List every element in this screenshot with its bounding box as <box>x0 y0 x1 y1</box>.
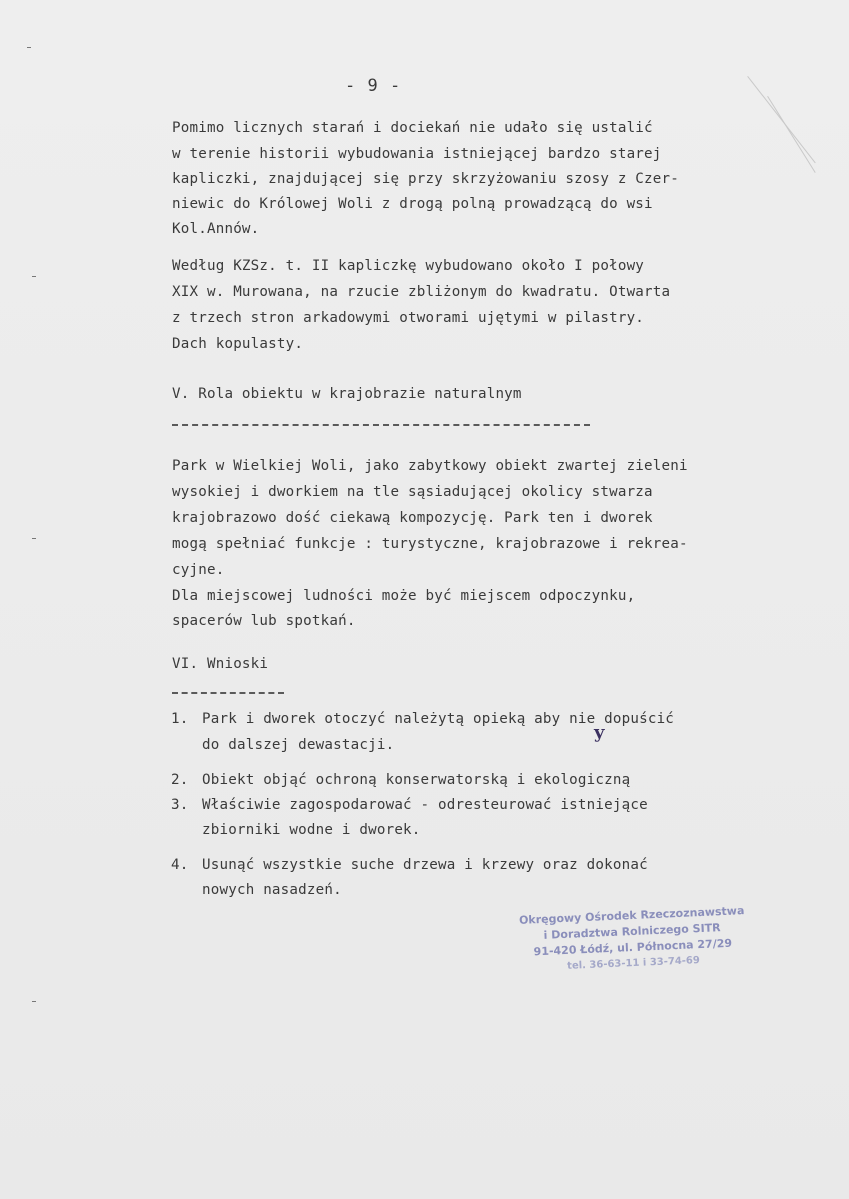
section-5-heading: V. Rola obiektu w krajobrazie naturalnym <box>172 386 522 402</box>
list-item-text: Park i dworek otoczyć należytą opieką aby nie dopuścić <box>202 711 675 727</box>
list-item-number: 2. <box>171 772 189 788</box>
section-5-line: Dla miejscowej ludności może być miejscem odpoczynku, <box>172 588 636 604</box>
list-item-text: do dalszej dewastacji. <box>202 737 395 753</box>
kzsz-line: XIX w. Murowana, na rzucie zbliżonym do kwadratu. Otwarta <box>172 284 671 300</box>
intro-line: niewic do Królowej Woli z drogą polną prowadzącą do wsi <box>172 196 653 212</box>
stamp-line: tel. 36-63-11 i 33-74-69 <box>566 955 701 972</box>
list-item-text: Obiekt objąć ochroną konserwatorską i ekologiczną <box>202 772 631 788</box>
section-5-line: cyjne. <box>172 562 225 578</box>
margin-mark <box>27 47 31 48</box>
list-item-text: Właściwie zagospodarować - odresteurować istniejące <box>202 797 648 813</box>
list-item-number: 3. <box>171 797 189 813</box>
handwritten-mark: y <box>594 722 605 743</box>
list-item-text: nowych nasadzeń. <box>202 882 342 898</box>
section-5-line: mogą spełniać funkcje : turystyczne, krajobrazowe i rekrea- <box>172 536 688 552</box>
intro-line: kapliczki, znajdującej się przy skrzyżowaniu szosy z Czer- <box>172 171 680 187</box>
stamp-line: 91-420 Łódź, ul. Północna 27/29 <box>533 936 733 959</box>
list-item-number: 4. <box>171 857 189 873</box>
institution-stamp <box>519 903 747 977</box>
section-6-heading: VI. Wnioski <box>172 656 269 672</box>
intro-line: w terenie historii wybudowania istniejącej bardzo starej <box>172 146 662 162</box>
kzsz-line: Według KZSz. t. II kapliczkę wybudowano około I połowy <box>172 258 645 274</box>
list-item-text: Usunąć wszystkie suche drzewa i krzewy oraz dokonać <box>202 857 648 873</box>
margin-mark <box>32 1001 36 1002</box>
margin-mark <box>32 276 36 277</box>
intro-line: Kol.Annów. <box>172 221 260 237</box>
stamp-line: Okręgowy Ośrodek Rzeczoznawstwa <box>518 904 745 927</box>
section-5-line: krajobrazowo dość ciekawą kompozycję. Park ten i dworek <box>172 510 653 526</box>
page-number: - 9 - <box>345 76 402 96</box>
list-item-text: zbiorniki wodne i dworek. <box>202 822 421 838</box>
section-5-underline <box>172 424 590 426</box>
intro-line: Pomimo licznych starań i dociekań nie udało się ustalić <box>172 120 653 136</box>
section-5-line: Park w Wielkiej Woli, jako zabytkowy obiekt zwartej zieleni <box>172 458 688 474</box>
section-5-line: spacerów lub spotkań. <box>172 613 356 629</box>
section-6-underline <box>172 692 284 694</box>
kzsz-line: Dach kopulasty. <box>172 336 304 352</box>
list-item-number: 1. <box>171 711 189 727</box>
kzsz-line: z trzech stron arkadowymi otworami ujętymi w pilastry. <box>172 310 645 326</box>
section-5-line: wysokiej i dworkiem na tle sąsiadującej okolicy stwarza <box>172 484 653 500</box>
margin-mark <box>32 538 36 539</box>
paper-crease <box>767 96 816 173</box>
stamp-line: i Doradztwa Rolniczego SITR <box>543 921 721 942</box>
